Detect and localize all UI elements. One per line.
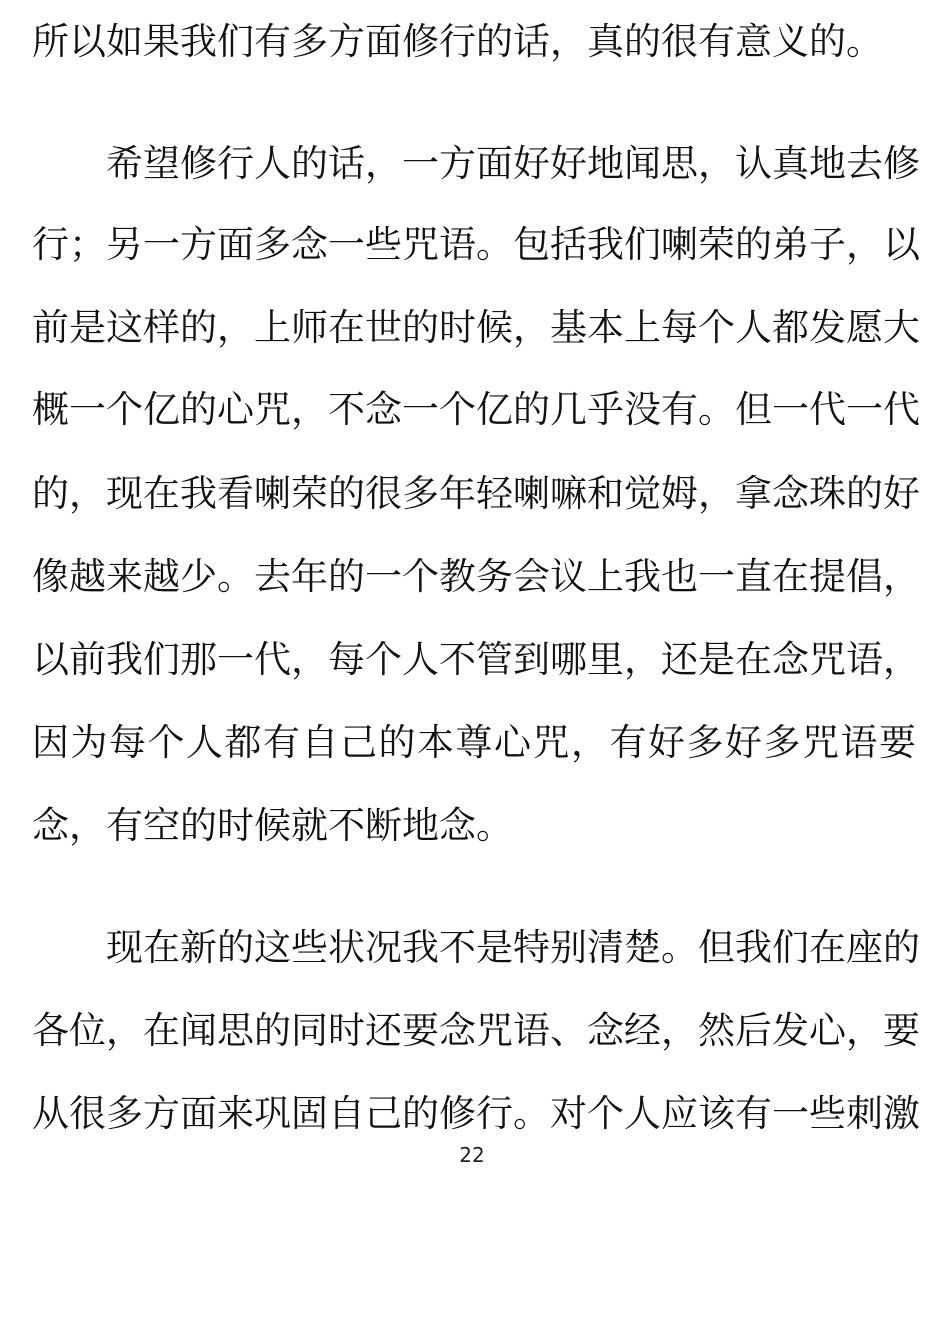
page-number: 22	[459, 1143, 485, 1167]
paragraph-1-line-1: 所以如果我们有多方面修行的话，真的很有意义的。	[32, 20, 883, 63]
paragraph-2-line-1: 希望修行人的话，一方面好好地闻思，认真地去修	[106, 142, 920, 185]
paragraph-2-line-9: 念，有空的时候就不断地念。	[32, 804, 513, 847]
paragraph-2-line-3: 前是这样的，上师在世的时候，基本上每个人都发愿大	[32, 306, 920, 349]
paragraph-3-line-2: 各位，在闻思的同时还要念咒语、念经，然后发心，要	[32, 1009, 920, 1052]
paragraph-2-line-7: 以前我们那一代，每个人不管到哪里，还是在念咒语，	[32, 638, 920, 681]
paragraph-2-line-5: 的，现在我看喇荣的很多年轻喇嘛和觉姆，拿念珠的好	[32, 472, 920, 515]
paragraph-2-line-4: 概一个亿的心咒，不念一个亿的几乎没有。但一代一代	[32, 388, 920, 431]
paragraph-2-line-8: 因为每个人都有自己的本尊心咒，有好多好多咒语要	[32, 721, 916, 764]
paragraph-2-line-6: 像越来越少。去年的一个教务会议上我也一直在提倡，	[32, 555, 920, 598]
paragraph-2-line-2: 行；另一方面多念一些咒语。包括我们喇荣的弟子，以	[32, 223, 920, 266]
paragraph-3-line-1: 现在新的这些状况我不是特别清楚。但我们在座的	[106, 926, 920, 969]
paragraph-3-line-3: 从很多方面来巩固自己的修行。对个人应该有一些刺激	[32, 1092, 920, 1135]
